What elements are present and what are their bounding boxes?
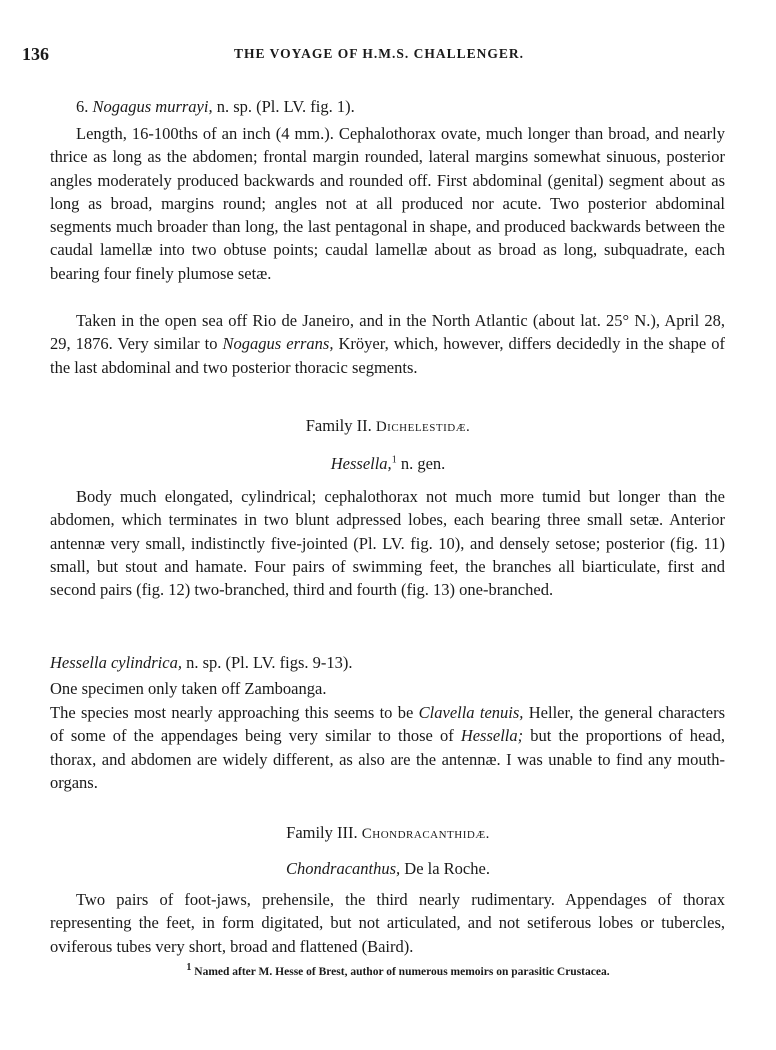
species-name: Nogagus murrayi, bbox=[92, 97, 213, 116]
family-3-heading: Family III. Chondracanthidæ. bbox=[286, 823, 490, 842]
family-2-heading: Family II. Dichelestidæ. bbox=[305, 416, 471, 435]
species-6-heading: 6. Nogagus murrayi, n. sp. (Pl. LV. fig. 1). bbox=[76, 97, 355, 116]
genus-hessella-description: Body much elongated, cylindrical; cephalothorax not much more tumid but longer than the abdomen, which terminates in two blunt adpressed lobes, each bearing three small setæ. Anterior antennæ very small, indistinctly five-jointed (Pl. LV. fig. 10), and densely setose; posterior (fig. 11) small, but stout and hamate. Four pairs of swimming feet, the branches all biarticulate, first and second pairs (fig. 12) two-branched, third and fourth (fig. 13) one-branched. bbox=[50, 487, 725, 600]
running-title: THE VOYAGE OF H.M.S. CHALLENGER. bbox=[233, 46, 525, 61]
species-hessella-description: The species most nearly approaching this seems to be Clavella tenuis, Heller, the general characters of some of the appendages being very similar to those of Hessella; but the proportions of head, thorax, and abdomen are widely different, as also are the antennæ. I was unable to find any mouth-organs. bbox=[50, 703, 726, 792]
species-hessella-heading: Hessella cylindrica, n. sp. (Pl. LV. figs. 9-13). bbox=[50, 653, 353, 672]
species-6-description: Length, 16-100ths of an inch (4 mm.). Cephalothorax ovate, much longer than broad, and nearly thrice as long as the abdomen; frontal margin rounded, lateral margins somewhat sinuous, posterior angles moderately produced backwards and rounded off. First abdominal (genital) segment about as long as broad, margins round; angles not at all produced nor acute. Two posterior abdominal segments much broader than long, the last pentagonal in shape, and produced backwards between the caudal lamellæ into two obtuse points; caudal lamellæ about as broad as long, subquadrate, each bearing four finely plumose setæ. bbox=[50, 124, 725, 283]
page-header bbox=[22, 44, 736, 68]
genus-hessella-heading: Hessella,$^1$ n. gen. bbox=[330, 454, 446, 473]
species-hessella-locality: One specimen only taken off Zamboanga. bbox=[50, 679, 327, 698]
genus-chondracanthus-heading: Chondracanthus, De la Roche. bbox=[286, 859, 490, 878]
footnote: $^1$ Named after M. Hesse of Brest, author of numerous memoirs on parasitic Crustacea. bbox=[186, 962, 610, 978]
page-number: 136 bbox=[22, 44, 49, 64]
genus-chondracanthus-description: Two pairs of foot-jaws, prehensile, the third nearly rudimentary. Appendages of thorax representing the feet, in form digitated, but not articulated, and not setiferous lobes or tubercles, oviferous tubes very short, broad and flattened (Baird). bbox=[50, 890, 725, 956]
species-6-locality: Taken in the open sea off Rio de Janeiro, and in the North Atlantic (about lat. 25° N.), April 28, 29, 1876. Very similar to Nogagus errans, Kröyer, which, however, differs decidedly in the shape of the last abdominal and two posterior thoracic segments. bbox=[50, 311, 725, 377]
